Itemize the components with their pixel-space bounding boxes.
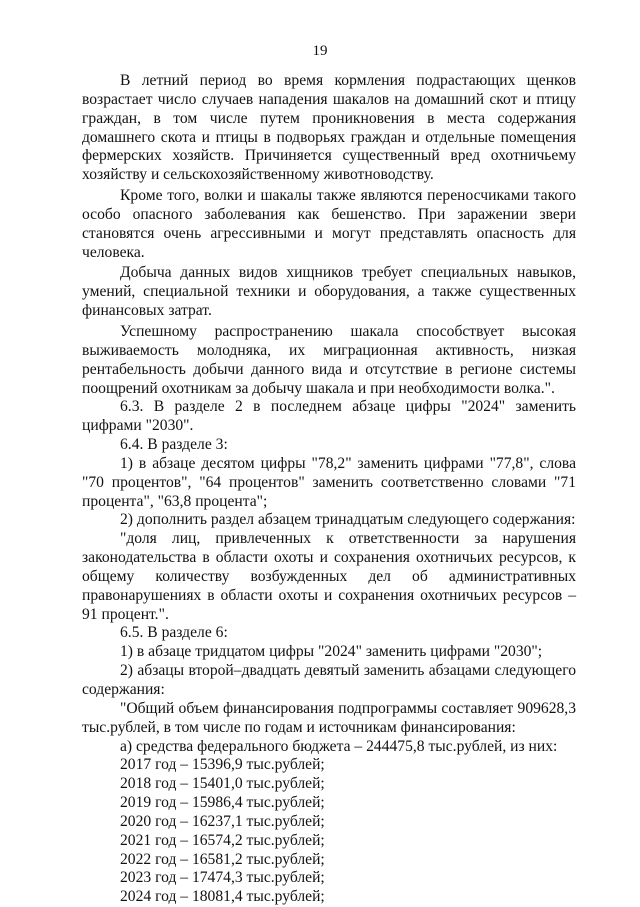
- paragraph: 6.3. В разделе 2 в последнем абзаце цифры "2024" заменить цифрами "2030".: [82, 398, 576, 435]
- paragraph: "доля лиц, привлеченных к ответственности за нарушения законодательства в области охоты и сохранения охотничьих ресурсов, к общему количеству возбужденных дел об административных правонарушениях в области охоты и сохранения охотничьих ресурсов – 91 процент.".: [82, 530, 576, 623]
- paragraph: Добыча данных видов хищников требует специальных навыков, умений, специальной техники и оборудования, а также существенных финансовых затрат.: [82, 264, 576, 320]
- paragraph: 6.5. В разделе 6:: [120, 624, 228, 642]
- funding-year-line: 2022 год – 16581,2 тыс.рублей;: [120, 850, 325, 868]
- funding-year-line: 2018 год – 15401,0 тыс.рублей;: [120, 775, 325, 793]
- funding-year-line: 2017 год – 15396,9 тыс.рублей;: [120, 756, 325, 774]
- document-body: [82, 72, 576, 907]
- paragraph: 2) абзацы второй–двадцать девятый заменить абзацами следующего содержания:: [82, 662, 576, 698]
- funding-year-line: 2024 год – 18081,4 тыс.рублей;: [120, 888, 325, 906]
- funding-year-line: 2021 год – 16574,2 тыс.рублей;: [120, 831, 325, 849]
- paragraph: 6.4. В разделе 3:: [120, 436, 228, 454]
- funding-year-line: 2023 год – 17474,3 тыс.рублей;: [120, 869, 325, 887]
- funding-line: а) средства федерального бюджета – 244475,8 тыс.рублей, из них:: [120, 737, 558, 755]
- funding-year-line: 2019 год – 15986,4 тыс.рублей;: [120, 794, 325, 812]
- paragraph: Кроме того, волки и шакалы также являются переносчиками такого особо опасного заболевания как бешенство. При заражении звери становятся очень агрессивными и могут представлять опасность для человека.: [82, 187, 576, 261]
- paragraph: 1) в абзаце тридцатом цифры "2024" заменить цифрами "2030";: [120, 643, 543, 661]
- paragraph: "Общий объем финансирования подпрограммы составляет 909628,3 тыс.рублей, в том числе по годам и источникам финансирования:: [82, 699, 576, 736]
- paragraph: Успешному распространению шакала способствует высокая выживаемость молодняка, их миграционная активность, низкая рентабельность добычи данного вида и отсутствие в регионе системы поощрений охотникам за добычу шакала и при необходимости волка.".: [82, 322, 576, 397]
- page-number: 19: [312, 43, 328, 59]
- paragraph: 2) дополнить раздел абзацем тринадцатым следующего содержания:: [120, 511, 576, 529]
- paragraph: В летний период во время кормления подрастающих щенков возрастает число случаев нападения шакалов на домашний скот и птицу граждан, в том числе путем проникновения в места содержания домашнего скота и птицы в подворьях граждан и отдельные помещения фермерских хозяйств. Причиняется существенный вред охотничьему хозяйству и сельскохозяйственному животноводству.: [82, 72, 576, 184]
- funding-year-line: 2020 год – 16237,1 тыс.рублей;: [120, 812, 325, 830]
- paragraph: 1) в абзаце десятом цифры "78,2" заменить цифрами "77,8", слова "70 процентов", "64 процентов" заменить соответственно словами "71 процента", "63,8 процента";: [82, 454, 576, 510]
